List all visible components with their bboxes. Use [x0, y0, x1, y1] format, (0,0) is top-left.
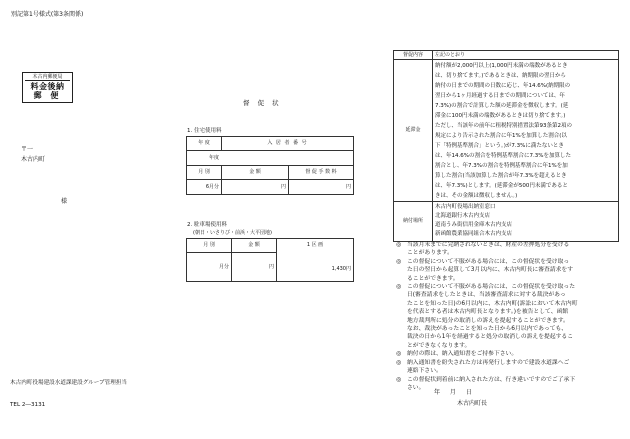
payment-place-label: 納付場所: [394, 202, 433, 242]
late-fee-line: 納付の日までの期間の日数に応じ、年14.6%(納期限の: [435, 83, 571, 89]
postage-stamp: [22, 72, 73, 103]
reminder-details-table: [393, 50, 619, 242]
note-line: この督促について不服がある場合には、この督促状を受け取った: [407, 284, 575, 291]
late-fee-line: 納付額が2,000円以上(1,000円未満の端数があるとき: [435, 63, 568, 69]
note-mark-icon: ◎: [396, 358, 402, 366]
late-fee-line: 7.3%)の割合で計算した額の延滞金を徴収します。(延: [435, 103, 569, 109]
note-line: さい。: [407, 384, 425, 391]
late-fee-line: 規定により告示された割合に年1%を加算した割合(以: [435, 133, 567, 139]
late-fee-line: 算した割合(当該加算した割合が年7.3%を超えるとき: [435, 173, 567, 179]
stamp-line1: 料金後納: [30, 82, 65, 91]
note-line: 地方裁判所に処分の取消しの訴えを提起することができます。: [407, 317, 569, 324]
content-value: 左記のとおり: [433, 51, 619, 60]
note-line: ることができます。: [407, 275, 459, 282]
section2-subheading: (朝日・いさりび・前浜・大平団地): [193, 230, 272, 236]
amount-header: 金 額: [222, 166, 289, 180]
form-label: 別記第1号様式(第3条関係): [11, 11, 84, 18]
note-mark-icon: ◎: [396, 350, 402, 358]
payment-place-item: 北海道銀行木古内支店: [435, 213, 491, 219]
note-mark-icon: ◎: [396, 241, 402, 248]
note-line: 日(審査請求をしたときは、当該審査請求に対する裁決があっ: [407, 292, 566, 299]
resident-number-header: 入 居 者 番 号: [222, 137, 354, 151]
payment-place-item: 新函館農業協同組合木古内支店: [435, 231, 513, 237]
parking-amount-header: 金 額: [232, 239, 277, 253]
note-line: たことを知った日)の6月以内に、木古内町(訴訟において木古内町: [407, 300, 578, 307]
month-value: 6月分: [187, 180, 222, 195]
note-item: [396, 241, 622, 258]
note-item: [396, 258, 622, 283]
late-fee-line: 下「特例基準割合」という。)が7.3%に満たないとき: [435, 143, 564, 149]
doc-title: 督 促 状: [243, 99, 282, 107]
notes-list: [396, 241, 622, 392]
note-line: 納入通知書を紛失された方は再発行しますので建設水道課へご: [407, 359, 570, 366]
late-fee-label: 延滞金: [394, 60, 433, 202]
late-fee-line: 翌日から1ヶ月経過する日までの期間については、年: [435, 93, 565, 99]
payment-place-item: 木古内町役場出納室窓口: [435, 204, 496, 210]
note-line: ことがあります。: [407, 250, 453, 257]
note-line: た日の翌日から起算して3月以内に、木古内町長に審査請求をす: [407, 267, 574, 274]
note-line: この督促について不服がある場合には、この督促状を受け取っ: [407, 258, 570, 265]
late-fee-line: は、切り捨てます。)であるときは、納期限の翌日から: [435, 73, 566, 79]
note-item: [396, 283, 622, 350]
late-fee-line: 割合とし、年7.3%の割合を特例基準割合に年1%を加: [435, 163, 568, 169]
payment-place-list: [433, 202, 619, 242]
year-value: 年度: [187, 151, 354, 166]
stamp-line2: 郵 便: [33, 91, 62, 100]
reminder-fee-header: 督 促 手 数 料: [289, 166, 354, 180]
note-item: [396, 359, 622, 376]
note-mark-icon: ◎: [396, 375, 402, 383]
parking-month-header: 月 別: [187, 239, 232, 253]
reminder-fee-value: 円: [289, 180, 354, 195]
amount-value: 円: [222, 180, 289, 195]
address-town: 木古内町: [21, 156, 46, 163]
note-mark-icon: ◎: [396, 257, 402, 265]
note-line: とができなくなります。: [407, 342, 471, 349]
late-fee-line: 滞金に100円未満の端数があるときは切り捨てます。): [435, 113, 566, 119]
payment-place-item: 道南うみ街信用金庫木古内支店: [435, 222, 513, 228]
year-header: 年 度: [187, 137, 222, 151]
parking-month-value: 月分: [187, 253, 232, 282]
telephone: TEL 2―3131: [10, 402, 46, 408]
parking-amount-value: 円: [232, 253, 277, 282]
late-fee-line: ただし、当該年の前年に租税特別措置法第93条第2項の: [435, 123, 572, 129]
department: 木古内町役場建設水道課建設グループ管理担当: [10, 380, 128, 386]
late-fee-line: は、年14.6%の割合を特例基準割合に7.3%を加算した: [435, 153, 571, 159]
late-fee-line: きは、その金額は徴収しません。): [435, 193, 518, 199]
note-line: を代表とする者は木古内町長となります。)を被告として、函館: [407, 309, 569, 316]
parking-lot-price: 1,430円: [331, 266, 351, 273]
note-line: 当該月末までに完納されないときは、財産の差押処分を受ける: [407, 242, 570, 248]
note-mark-icon: ◎: [396, 283, 402, 291]
address-honorific: 様: [61, 198, 68, 205]
late-fee-text: [433, 60, 619, 202]
date-line: 年 月 日: [434, 389, 476, 396]
issuer: 木古内町長: [457, 400, 488, 407]
late-fee-line: は、年7.3%)とします。(延滞金が500円未満であると: [435, 183, 568, 189]
stamp-office: 木古内郵便局: [25, 74, 70, 81]
housing-fee-table: [186, 136, 354, 195]
note-line: この督促状到着前に納入された方は、行き違いですのでご了承下: [407, 376, 576, 383]
section2-heading: 2. 駐車場使用料: [187, 222, 227, 228]
content-label: 督促内容: [394, 51, 433, 60]
note-item: [396, 350, 622, 358]
note-line: 納付の際は、納入通知書をご持参下さい。: [407, 351, 518, 358]
month-header: 月 別: [187, 166, 222, 180]
note-line: なお、裁決があったことを知った日から6月以内であっても、: [407, 326, 568, 333]
note-line: 連絡下さい。: [407, 368, 442, 375]
note-item: [396, 376, 622, 393]
parking-fee-table: [186, 238, 354, 282]
parking-lot-cell: [277, 239, 354, 282]
parking-lot-header: 1 区 画: [306, 242, 324, 248]
note-line: 裁決の日から1年を経過すると処分の取消しの訴えを提起するこ: [407, 334, 574, 341]
postal-mark: 〒一: [21, 146, 34, 153]
section1-heading: 1. 住宅使用料: [187, 128, 222, 134]
